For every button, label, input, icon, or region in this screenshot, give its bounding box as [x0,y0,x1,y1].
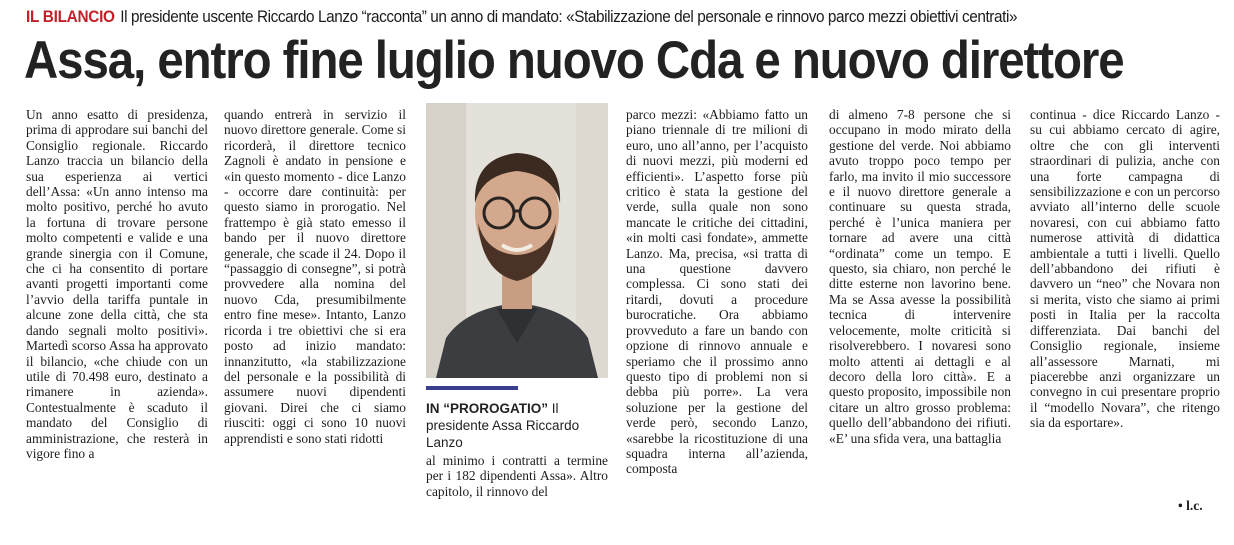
article-column-3 [626,107,808,477]
article-column-4 [829,107,1011,446]
article-column-2 [224,107,406,446]
kicker-line [26,6,1142,28]
caption-rule [426,386,518,390]
photo-caption [426,400,612,451]
column-2-text: quando entrerà in servizio il nuovo direttore generale. Come si ricorderà, il direttore tecnico Zagnoli è andato in pensione e «in questo momento - dice Lanzo - occorre dare continuità: per questo siamo in prorogatio. Nel frattempo è già stato emesso il bando per il nuovo direttore generale, che scade il 24. Dopo il “passaggio di consegne”, si potrà provvedere alla nomina del nuovo Cda, presumibilmente entro fine mese». Intanto, Lanzo ricorda i tre obiettivi che si era posto ad inizio mandato: innanzitutto, «la stabilizzazione del personale e la possibilità di assumere nuovi dipendenti giovani. Direi che ci siamo riusciti: oggi ci sono 10 nuovi apprendisti e sono stati ridotti [224,107,406,446]
section-kicker: IL BILANCIO [26,8,115,26]
column-5-text: continua - dice Riccardo Lanzo - su cui abbiamo cercato di agire, oltre che con gli interventi straordinari di pulizia, anche con una forte campagna di sensibilizzazione e con un percorso avviato all’interno delle scuole novaresi, con cui abbiamo fatto numerose attività di didattica ambientale a tutti i livelli. Quello dell’abbandono dei rifiuti è davvero un “neo” che Novara non si merita, visto che siamo ai primi posti in Italia per la raccolta differenziata. Dai banchi del Consiglio regionale, insieme all’assessore Marnati, mi piacerebbe anzi organizzare un convegno in cui presentare proprio il “modello Novara”, che ritengo sia da esportare». [1030,107,1220,431]
column-3-text: parco mezzi: «Abbiamo fatto un piano triennale di tre milioni di euro, uno all’anno, per l’acquisto di nuovi mezzi, più moderni ed efficienti». L’aspetto forse più critico è stata la gestione del verde, sulla quale non sono mancate le critiche dei cittadini, «in molti casi fondate», ammette Lanzo. Ma, precisa, «si tratta di una questione davvero complessa. Ci sono stati dei ritardi, dovuti a procedure burocratiche. Ora abbiamo provveduto a fare un bando con opzione di rinnovo annuale e speriamo che il prossimo anno questo tipo di problemi non si debba più porre». La vera soluzione per la gestione del verde però, secondo Lanzo, «sarebbe la ricostituzione di una squadra interna all’azienda, composta [626,107,808,477]
photo-tail-text: al minimo i contratti a termine per i 182 dipendenti Assa». Altro capitolo, il rinnovo del [426,453,608,499]
portrait-illustration [426,103,608,378]
author-signature: • l.c. [1178,498,1203,513]
column-4-text: di almeno 7-8 persone che si occupano in modo mirato della gestione del verde. Noi abbiamo avuto troppo poco tempo per farlo, ma invito il mio successore e il nuovo direttore generale a continuare su questa strada, perché è l’unica maniera per tornare ad avere una città “ordinata” come un tempo. E questo, sia chiaro, non perché le ditte esterne non lavorino bene. Ma se Assa avesse la possibilità tecnica di intervenire velocemente, molte criticità si risolverebbero. I novaresi sono molto attenti ai dettagli e al decoro della loro città». E a questo proposito, impossibile non citare un altro grosso problema: quello dell’abbandono dei rifiuti. «E’ una sfida vera, una battaglia [829,107,1011,446]
article-column-5 [1030,107,1220,431]
caption-kicker: IN “PROROGATIO” [426,401,549,416]
caption-text: Il presidente Assa Riccardo Lanzo [426,401,580,450]
article-column-1 [26,107,208,461]
portrait-photo [426,103,608,378]
headline: Assa, entro fine luglio nuovo Cda e nuovo direttore [24,31,1124,90]
photo-tail-text-block [426,453,608,499]
column-1-text: Un anno esatto di presidenza, prima di approdare sui banchi del Consiglio regionale. Riccardo Lanzo traccia un bilancio della sua esperienza ai vertici dell’Assa: «Un anno intenso ma molto positivo, perché ho avuto la fortuna di trovare persone molto competenti e valide e una grande sinergia con il Comune, che ci ha consentito di portare avanti progetti importanti come l’avvio della tariffa puntale in alcune zone della città, che sta dando segnali molto positivi». Martedì scorso Assa ha approvato il bilancio, «che chiude con un utile di 70.498 euro, destinato a rimanere in azienda». Contestualmente è scaduto il mandato del Consiglio di amministrazione, che resterà in vigore fino a [26,107,208,461]
subheadline: Il presidente uscente Riccardo Lanzo “racconta” un anno di mandato: «Stabilizzazione del personale e rinnovo parco mezzi obiettivi centrati» [120,8,1018,26]
